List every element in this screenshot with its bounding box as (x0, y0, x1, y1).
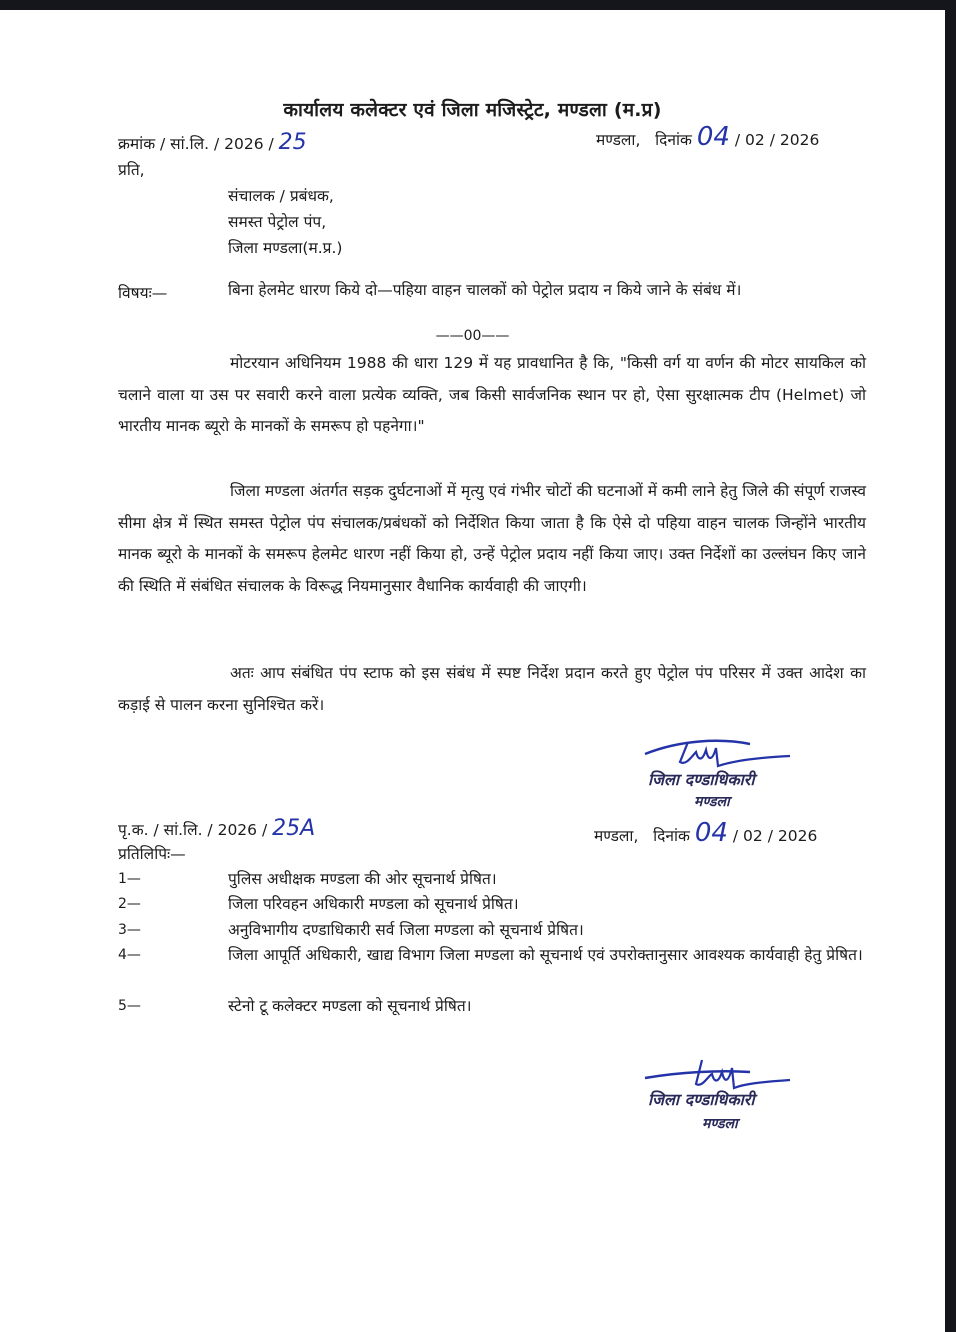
paragraph-text: अतः आप संबंधित पंप स्टाफ को इस संबंध में स्पष्ट निर्देश प्रदान करते हुए पेट्रोल पंप परिसर में उक्त आदेश का कड़ाई से पालन करना सुनिश्चित करें। (118, 664, 866, 714)
place: मण्डला, (596, 131, 641, 149)
signature-block (640, 732, 870, 822)
copy-item-text: जिला आपूर्ति अधिकारी, खाद्य विभाग जिला मण्डला को सूचनार्थ एवं उपरोक्तानुसार आवश्यक कार्यवाही हेतु प्रेषित। (228, 946, 863, 964)
signature-scribble-icon (640, 732, 810, 772)
signatory-title: जिला दण्डाधिकारी (648, 1090, 755, 1109)
subject-label: विषयः— (118, 284, 168, 302)
copy-item-number: 4— (118, 947, 141, 963)
copy-item-text: स्टेनो टू कलेक्टर मण्डला को सूचनार्थ प्रेषित। (228, 997, 472, 1015)
copy-item-number: 2— (118, 896, 141, 912)
separator: ——00—— (435, 328, 510, 344)
order-ref-number: 25 (278, 130, 307, 155)
date-rest: / 02 / 2026 (732, 827, 818, 845)
copy-item-text: अनुविभागीय दण्डाधिकारी सर्व जिला मण्डला को सूचनार्थ प्रेषित। (228, 921, 584, 939)
date-rest: / 02 / 2026 (734, 131, 820, 149)
copy-item-number: 5— (118, 998, 141, 1014)
place: मण्डला, (594, 827, 639, 845)
date-day-handwritten: 04 (696, 122, 730, 152)
place-date (596, 122, 819, 152)
letter-page (0, 10, 945, 1332)
copy-ref-prefix: पृ.क. / सां.लि. / 2026 / (118, 821, 268, 839)
addressee-line: संचालक / प्रबंधक, (228, 187, 334, 205)
office-heading: कार्यालय कलेक्टर एवं जिला मजिस्ट्रेट, मण्डला (म.प्र) (283, 99, 662, 121)
copy-item-text: पुलिस अधीक्षक मण्डला की ओर सूचनार्थ प्रेषित। (228, 870, 497, 888)
signatory-place: मण्डला (694, 794, 730, 810)
copy-place-date (594, 818, 817, 848)
addressee-line: जिला मण्डला(म.प्र.) (228, 239, 343, 257)
date-label: दिनांक (655, 131, 692, 149)
paragraph-text: जिला मण्डला अंतर्गत सड़क दुर्घटनाओं में मृत्यु एवं गंभीर चोटों की घटनाओं में कमी लाने हेतु जिले की संपूर्ण राजस्व सीमा क्षेत्र में स्थित समस्त पेट्रोल पंप संचालक/प्रबंधकों को निर्देशित किया जाता है कि ऐसे दो पहिया वाहन चालक जिन्होंने भारतीय मानक ब्यूरो के मानकों के समरूप हेलमेट धारण नहीं किया हो, उन्हें पेट्रोल प्रदाय नहीं किया जाए। उक्त निर्देशों का उल्लंघन किए जाने की स्थिति में संबंधित संचालक के विरूद्ध नियमानुसार वैधानिक कार्यवाही की जाएगी। (118, 482, 866, 595)
signatory-title: जिला दण्डाधिकारी (648, 770, 755, 789)
copy-ref-number: 25A (272, 816, 316, 841)
body-paragraph (118, 348, 866, 443)
paragraph-text: मोटरयान अधिनियम 1988 की धारा 129 में यह प्रावधानित है कि, "किसी वर्ग या वर्णन की मोटर सायकिल को चलाने वाला या उस पर सवारी करने वाला प्रत्येक व्यक्ति, जब किसी सार्वजनिक स्थान पर हो, ऐसा सुरक्षात्मक टीप (Helmet) जो भारतीय मानक ब्यूरो के मानकों के समरूप हो पहनेगा।" (118, 354, 866, 435)
copy-label: प्रतिलिपिः— (118, 845, 186, 863)
signatory-place: मण्डला (702, 1116, 738, 1132)
body-paragraph (118, 476, 866, 602)
date-label: दिनांक (653, 827, 690, 845)
copy-item-text: जिला परिवहन अधिकारी मण्डला को सूचनार्थ प्रेषित। (228, 895, 519, 913)
subject-text: बिना हेलमेट धारण किये दो—पहिया वाहन चालकों को पेट्रोल प्रदाय न किये जाने के संबंध में। (228, 281, 742, 299)
signature-block (640, 1054, 870, 1144)
copy-item-number: 3— (118, 922, 141, 938)
copy-reference (118, 816, 315, 841)
body-paragraph (118, 658, 866, 721)
scan-right-edge (945, 0, 956, 1332)
date-day-handwritten: 04 (694, 818, 728, 848)
order-ref-prefix: क्रमांक / सां.लि. / 2026 / (118, 135, 274, 153)
addressee-line: समस्त पेट्रोल पंप, (228, 213, 327, 231)
copy-item-number: 1— (118, 871, 141, 887)
order-reference (118, 130, 307, 155)
to-label: प्रति, (118, 161, 145, 179)
